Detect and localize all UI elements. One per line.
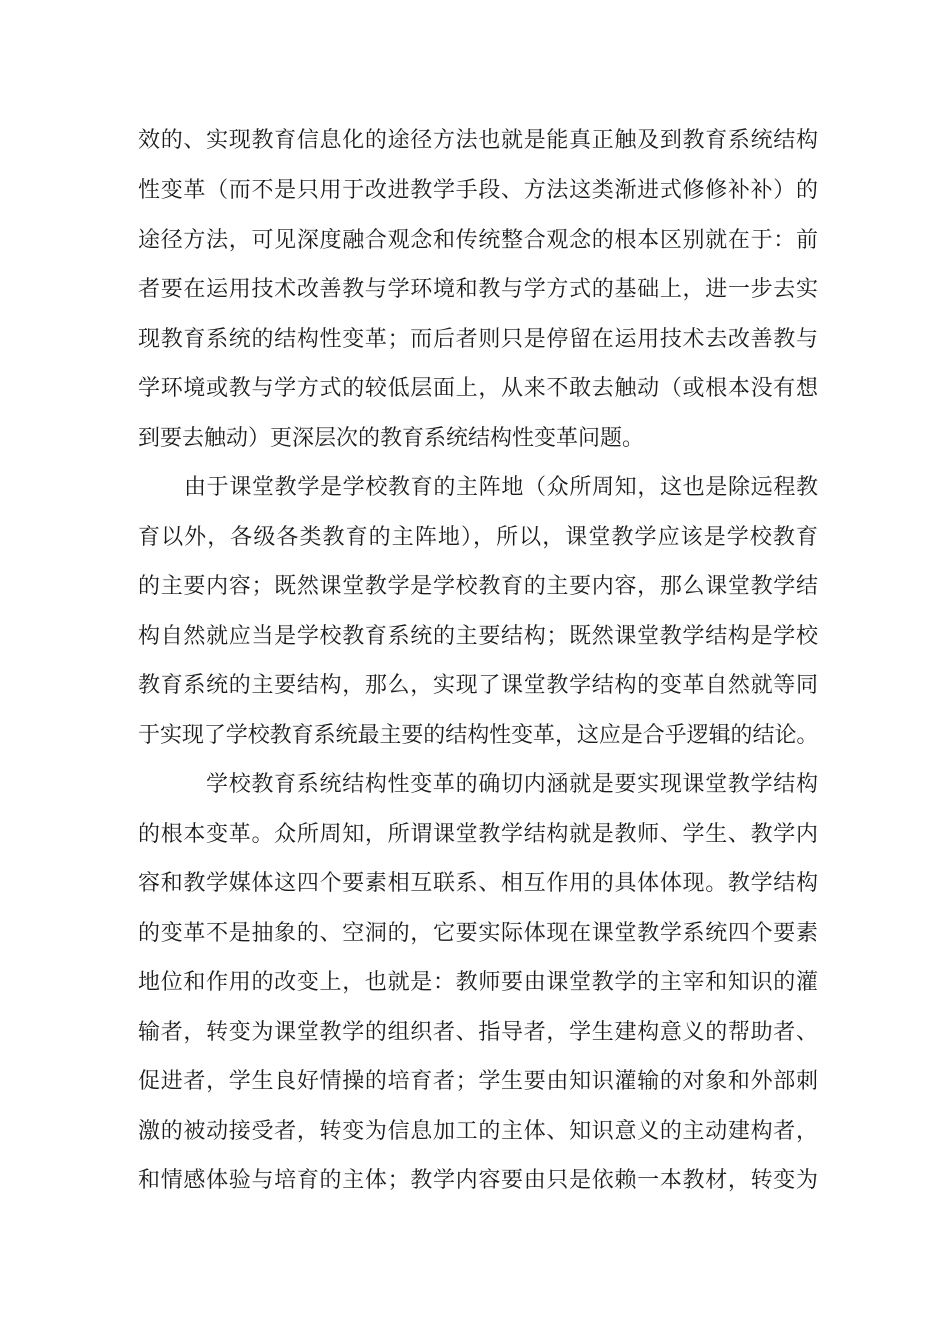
paragraph-first-line: 学校教育系统结构性变革的确切内涵就是要实现课堂教学结构	[206, 772, 818, 797]
text-line: 激的被动接受者，转变为信息加工的主体、知识意义的主动建构者，	[138, 1119, 818, 1144]
text-line: 和情感体验与培育的主体；教学内容要由只是依赖一本教材，转变为	[138, 1168, 818, 1193]
text-line: 者要在运用技术改善教与学环境和教与学方式的基础上，进一步去实	[138, 277, 818, 302]
text-line: 育以外，各级各类教育的主阵地），所以，课堂教学应该是学校教育	[138, 525, 818, 550]
text-line: 容和教学媒体这四个要素相互联系、相互作用的具体体现。教学结构	[138, 871, 818, 896]
text-line: 构自然就应当是学校教育系统的主要结构；既然课堂教学结构是学校	[138, 624, 818, 649]
paragraph-first-line: 由于课堂教学是学校教育的主阵地（众所周知，这也是除远程教	[184, 475, 818, 500]
text-line: 的根本变革。众所周知，所谓课堂教学结构就是教师、学生、教学内	[138, 822, 818, 847]
text-line: 教育系统的主要结构，那么，实现了课堂教学结构的变革自然就等同	[138, 673, 818, 698]
text-line: 输者，转变为课堂教学的组织者、指导者，学生建构意义的帮助者、	[138, 1020, 818, 1045]
text-line: 促进者，学生良好情操的培育者；学生要由知识灌输的对象和外部刺	[138, 1069, 818, 1094]
text-line: 学环境或教与学方式的较低层面上，从来不敢去触动（或根本没有想	[138, 376, 818, 401]
text-line: 地位和作用的改变上，也就是：教师要由课堂教学的主宰和知识的灌	[138, 970, 818, 995]
text-line: 效的、实现教育信息化的途径方法也就是能真正触及到教育系统结构	[138, 128, 818, 153]
text-line: 到要去触动）更深层次的教育系统结构性变革问题。	[138, 426, 645, 451]
text-line: 于实现了学校教育系统最主要的结构性变革，这应是合乎逻辑的结论。	[138, 723, 818, 748]
text-line: 的主要内容；既然课堂教学是学校教育的主要内容，那么课堂教学结	[138, 574, 818, 599]
text-line: 途径方法，可见深度融合观念和传统整合观念的根本区别就在于：前	[138, 228, 818, 253]
text-line: 的变革不是抽象的、空洞的，它要实际体现在课堂教学系统四个要素	[138, 921, 818, 946]
text-line: 性变革（而不是只用于改进教学手段、方法这类渐进式修修补补）的	[138, 178, 818, 203]
text-line: 现教育系统的结构性变革；而后者则只是停留在运用技术去改善教与	[138, 327, 818, 352]
